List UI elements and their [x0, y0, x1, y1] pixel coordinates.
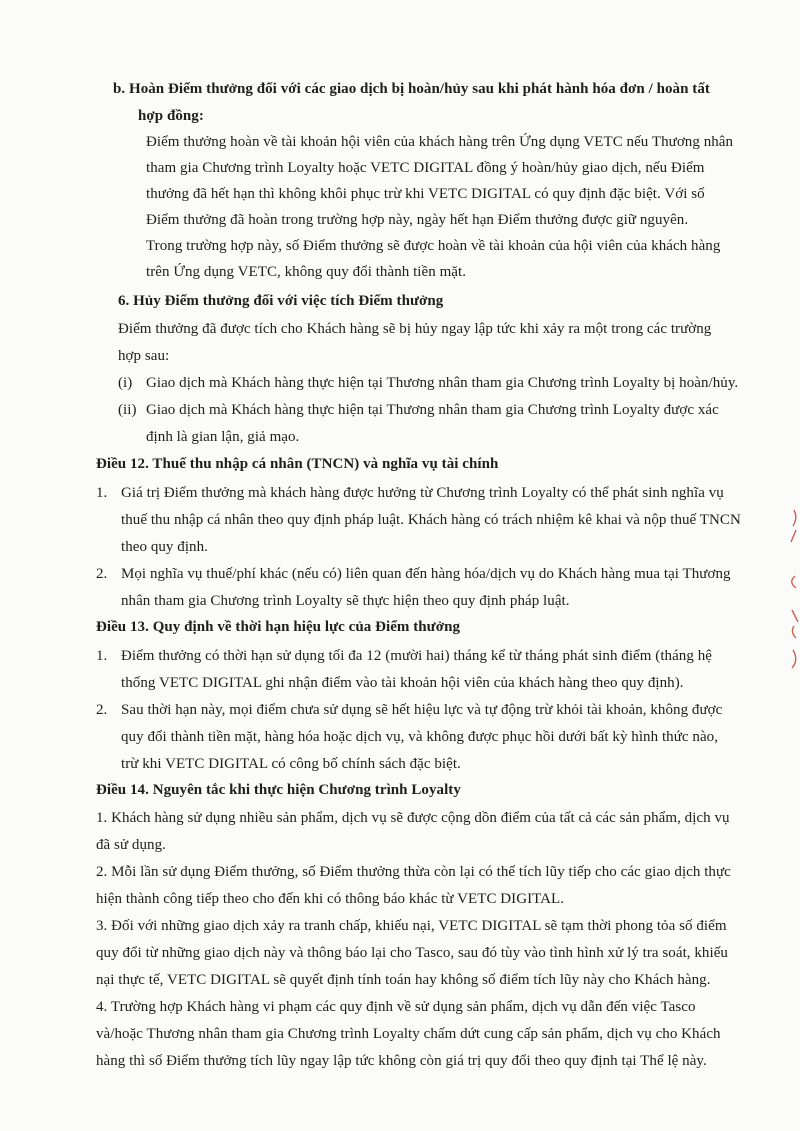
list-item-text: theo quy định.	[121, 539, 208, 555]
paragraph-line: quy đổi từ những giao dịch này và thông báo lại cho Tasco, sau đó tùy vào tình hình xử lý tra soát, khiếu	[96, 945, 728, 961]
section-b-paragraph-line: thưởng đã hết hạn thì không khôi phục trừ khi VETC DIGITAL có quy định đặc biệt. Với số	[146, 186, 705, 202]
red-seal-fragment	[774, 490, 800, 690]
section-b-paragraph-line: tham gia Chương trình Loyalty hoặc VETC DIGITAL đồng ý hoàn/hủy giao dịch, nếu Điểm	[146, 160, 705, 176]
list-marker: (ii)	[118, 402, 137, 418]
list-item-text: quy đổi thành tiền mặt, hàng hóa hoặc dịch vụ, và không được phục hồi dưới bất kỳ hình thức nào,	[121, 729, 719, 745]
paragraph-line: 4. Trường hợp Khách hàng vi phạm các quy định về sử dụng sản phẩm, dịch vụ dẫn đến việc Tasco	[96, 999, 696, 1015]
list-item-text: Giao dịch mà Khách hàng thực hiện tại Thương nhân tham gia Chương trình Loyalty được xác	[146, 402, 719, 418]
article-13-heading: Điều 13. Quy định về thời hạn hiệu lực của Điểm thưởng	[96, 619, 461, 635]
paragraph-line: hàng thì số Điểm thưởng tích lũy ngay lập tức không còn giá trị quy đổi theo quy định tại Thể lệ này.	[96, 1053, 707, 1069]
list-item-text: Giá trị Điểm thưởng mà khách hàng được hưởng từ Chương trình Loyalty có thể phát sinh nghĩa vụ	[121, 485, 724, 501]
list-marker: 2.	[96, 702, 108, 718]
section-b-paragraph-line: Điểm thưởng đã hoàn trong trường hợp này, ngày hết hạn Điểm thưởng được giữ nguyên.	[146, 212, 689, 228]
article-14-heading: Điều 14. Nguyên tắc khi thực hiện Chương trình Loyalty	[96, 782, 461, 798]
list-marker: 1.	[96, 485, 108, 501]
list-marker: 1.	[96, 648, 108, 664]
list-item-text: Mọi nghĩa vụ thuế/phí khác (nếu có) liên quan đến hàng hóa/dịch vụ do Khách hàng mua tại Thương	[121, 566, 731, 582]
list-marker: (i)	[118, 375, 133, 391]
list-item-text: Giao dịch mà Khách hàng thực hiện tại Thương nhân tham gia Chương trình Loyalty bị hoàn/hủy.	[146, 375, 739, 391]
list-marker: 2.	[96, 566, 108, 582]
section-b-paragraph-line: trên Ứng dụng VETC, không quy đổi thành tiền mặt.	[146, 264, 467, 280]
section-6-intro-line: Điểm thưởng đã được tích cho Khách hàng sẽ bị hủy ngay lập tức khi xảy ra một trong các trường	[118, 321, 712, 337]
list-item-text: nhân tham gia Chương trình Loyalty sẽ thực hiện theo quy định pháp luật.	[121, 593, 570, 609]
paragraph-line: hiện thành công tiếp theo cho đến khi có thông báo khác từ VETC DIGITAL.	[96, 891, 565, 907]
section-b-heading-line2: hợp đồng:	[138, 108, 204, 124]
paragraph-line: nại thực tế, VETC DIGITAL sẽ quyết định tính toán hay không số điểm tích lũy này cho Khách hàng.	[96, 972, 711, 988]
article-12-heading: Điều 12. Thuế thu nhập cá nhân (TNCN) và nghĩa vụ tài chính	[96, 456, 499, 472]
paragraph-line: 1. Khách hàng sử dụng nhiều sản phẩm, dịch vụ sẽ được cộng dồn điểm của tất cả các sản phẩm, dịch vụ	[96, 810, 730, 826]
paragraph-line: 3. Đối với những giao dịch xảy ra tranh chấp, khiếu nại, VETC DIGITAL sẽ tạm thời phong tỏa số điểm	[96, 918, 727, 934]
section-b-heading-line1: b. Hoàn Điểm thưởng đối với các giao dịch bị hoàn/hủy sau khi phát hành hóa đơn / hoàn tất	[113, 81, 710, 97]
section-6-heading: 6. Hủy Điểm thưởng đối với việc tích Điểm thưởng	[118, 293, 444, 309]
list-item-text: Điểm thưởng có thời hạn sử dụng tối đa 12 (mười hai) tháng kể từ tháng phát sinh điểm (tháng hệ	[121, 648, 712, 664]
section-6-intro-line: hợp sau:	[118, 348, 170, 364]
section-b-paragraph-line: Điểm thưởng hoàn về tài khoản hội viên của khách hàng trên Ứng dụng VETC nếu Thương nhân	[146, 134, 734, 150]
list-item-text: thuế thu nhập cá nhân theo quy định pháp luật. Khách hàng có trách nhiệm kê khai và nộp thuế TNCN	[121, 512, 741, 528]
paragraph-line: đã sử dụng.	[96, 837, 166, 853]
paragraph-line: và/hoặc Thương nhân tham gia Chương trình Loyalty chấm dứt cung cấp sản phẩm, dịch vụ cho Khách	[96, 1026, 721, 1042]
list-item-text: trừ khi VETC DIGITAL có công bố chính sách đặc biệt.	[121, 756, 461, 772]
list-item-text: định là gian lận, giả mạo.	[146, 429, 300, 445]
section-b-paragraph-line: Trong trường hợp này, số Điểm thưởng sẽ được hoàn về tài khoản của hội viên của khách hàng	[146, 238, 721, 254]
list-item-text: Sau thời hạn này, mọi điểm chưa sử dụng sẽ hết hiệu lực và tự động trừ khỏi tài khoản, không được	[121, 702, 723, 718]
list-item-text: thống VETC DIGITAL ghi nhận điểm vào tài khoản hội viên của khách hàng theo quy định).	[121, 675, 684, 691]
paragraph-line: 2. Mỗi lần sử dụng Điểm thưởng, số Điểm thưởng thừa còn lại có thể tích lũy tiếp cho các giao dịch thực	[96, 864, 731, 880]
